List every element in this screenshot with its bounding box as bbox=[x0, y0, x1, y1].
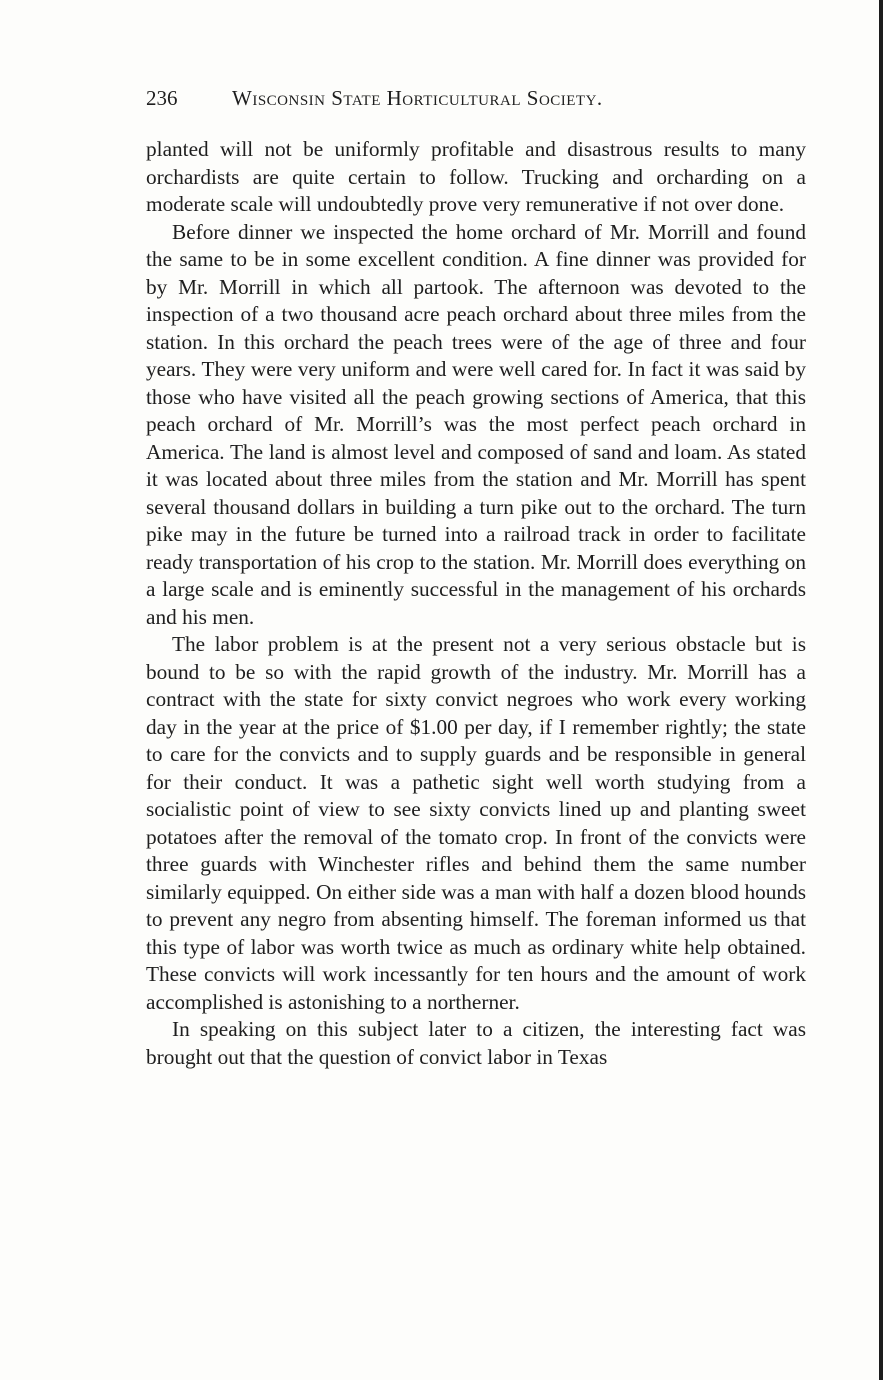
page-number: 236 bbox=[146, 86, 178, 110]
body-text bbox=[146, 136, 806, 1071]
page-edge-shadow bbox=[879, 0, 883, 1380]
paragraph-convict-labor: In speaking on this subject later to a citizen, the interesting fact was brought out that the question of convict labor in Texas bbox=[146, 1017, 806, 1069]
page-header bbox=[146, 86, 806, 116]
running-title: Wisconsin State Horticultural Society. bbox=[232, 86, 603, 110]
paragraph-labor-problem: The labor problem is at the present not a very serious obstacle but is bound to be so with the rapid growth of the industry. Mr. Morrill has a contract with the state for sixty convict negroes who work every working day in the year at the price of $1.00 per day, if I remember rightly; the state to care for the convicts and to supply guards and be responsible in general for their conduct. It was a pathetic sight well worth studying from a socialistic point of view to see sixty convicts lined up and planting sweet potatoes after the removal of the tomato crop. In front of the convicts were three guards with Winchester rifles and behind them the same number similarly equipped. On either side was a man with half a dozen blood hounds to prevent any negro from absenting himself. The foreman informed us that this type of labor was worth twice as much as ordinary white help obtained. These convicts will work incessantly for ten hours and the amount of work accomplished is astonishing to a northerner. bbox=[146, 632, 806, 1014]
paragraph-continued: planted will not be uniformly profitable and disastrous results to many orchardists are quite certain to follow. Trucking and orcharding on a moderate scale will undoubtedly prove very remunerative if not over done. bbox=[146, 137, 806, 216]
paragraph-home-orchard: Before dinner we inspected the home orchard of Mr. Morrill and found the same to be in some excellent condition. A fine dinner was provided for by Mr. Morrill in which all partook. The afternoon was devoted to the inspection of a two thousand acre peach orchard about three miles from the station. In this orchard the peach trees were of the age of three and four years. They were very uniform and were well cared for. In fact it was said by those who have visited all the peach growing sections of America, that this peach orchard of Mr. Morrill’s was the most perfect peach orchard in America. The land is almost level and composed of sand and loam. As stated it was located about three miles from the station and Mr. Morrill has spent several thousand dollars in building a turn pike out to the orchard. The turn pike may in the future be turned into a railroad track in order to facilitate ready transportation of his crop to the station. Mr. Morrill does everything on a large scale and is eminently successful in the management of his orchards and his men. bbox=[146, 219, 806, 629]
